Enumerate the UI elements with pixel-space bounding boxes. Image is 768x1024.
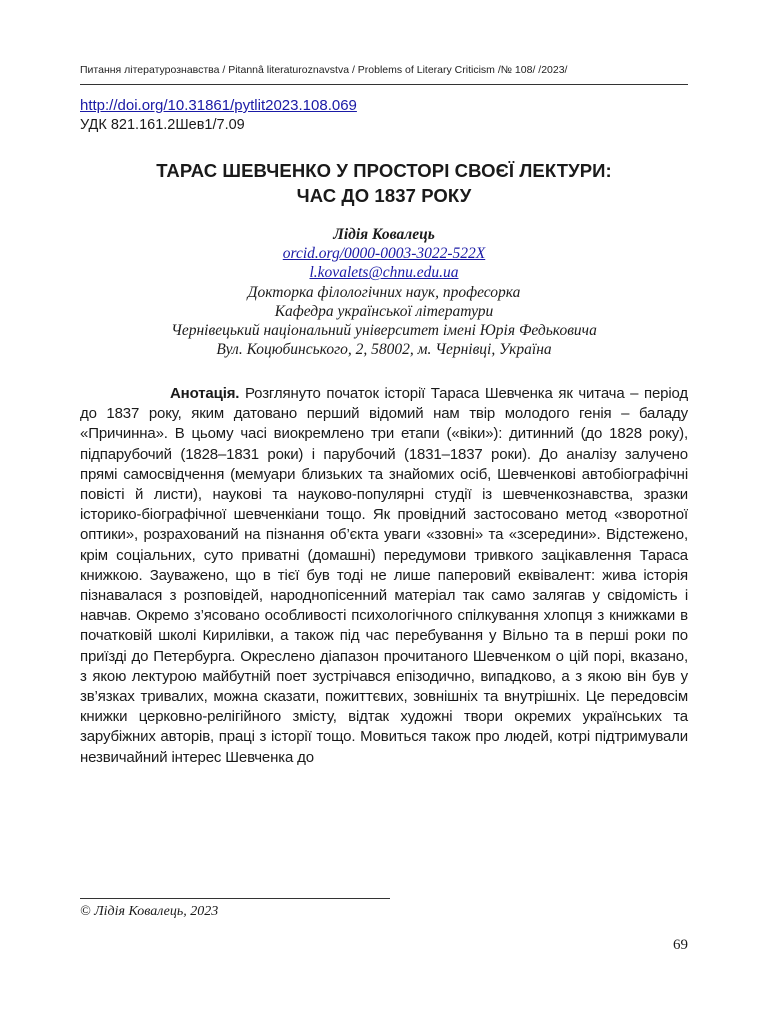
- title-line-1: ТАРАС ШЕВЧЕНКО У ПРОСТОРІ СВОЄЇ ЛЕКТУРИ:: [156, 160, 612, 181]
- abstract-label: Анотація.: [170, 385, 240, 402]
- udc-code: УДК 821.161.2Шев1/7.09: [80, 117, 245, 133]
- page-number: 69: [673, 937, 688, 953]
- copyright-note: © Лідія Ковалець, 2023: [80, 904, 219, 919]
- orcid-link[interactable]: orcid.org/0000-0003-3022-522X: [282, 245, 486, 263]
- email-link[interactable]: l.kovalets@chnu.edu.ua: [309, 264, 459, 282]
- article-title: [80, 158, 688, 208]
- footnote-divider: [80, 898, 390, 899]
- header-divider: [80, 84, 688, 85]
- author-address: Вул. Коцюбинського, 2, 58002, м. Чернівці, Україна: [216, 341, 552, 359]
- doi-link[interactable]: http://doi.org/10.31861/pytlit2023.108.069: [80, 97, 357, 114]
- author-department: Кафедра української літератури: [274, 302, 494, 320]
- title-line-2: ЧАС ДО 1837 РОКУ: [296, 185, 472, 206]
- author-degree: Докторка філологічних наук, професорка: [247, 283, 521, 301]
- running-head: Питання літературознавства / Pitannâ literaturoznavstva / Problems of Literary Criticism /№ 108/ /2023/: [80, 64, 568, 76]
- author-name: Лідія Ковалець: [333, 226, 435, 243]
- author-block: [80, 225, 688, 359]
- abstract-text: Розглянуто початок історії Тараса Шевченка як читача – період до 1837 року, яким датовано перший відомий нам твір молодого генія – баладу «Причинна». В цьому часі виокремлено три етапи («віки»): дитинний (до 1828 року), підпарубочий (1828–1831 роки) і парубочий (1831–1837 роки). До аналізу залучено прямі самосвідчення (мемуари близьких та знайомих осіб, Шевченкові автобіографічні повісті й листи), наукові та науково-популярні студії із шевченкознавства, зразки історико-біографічної шевченкіани тощо. Як провідний застосовано метод «зворотної оптики», розрахований на пізнання об’єкта уваги «ззовні» та «зсередини». Відстежено, крім соціальних, суто приватні (домашні) передумови тривкого зацікавлення Тараса книжкою. Зауважено, що в тієї був тоді не лише паперовий еквівалент: жива історія пізнавалася з розповідей, народнопісенний матеріал так само залягав у свідомість і навчав. Окремо з’ясовано особливості психологічного спілкування хлопця з книжками в початковій школі Кирилівки, а також під час перебування у Вільно та в перші роки по приїзді до Петербурга. Окреслено діапазон прочитаного Шевченком о цій порі, вказано, з якою лектурою майбутній поет зустрічався епізодично, випадково, а з якою він був у зв’язках тривалих, можна сказати, пожиттєвих, зовнішніх та внутрішніх. Це передовсім книжки церковно-релігійного змісту, відтак художні твори окремих українських та зарубіжних авторів, праці з історії тощо. Мовиться також про людей, котрі підтримували незвичайний інтерес Шевченка до: [80, 385, 688, 766]
- author-university: Чернівецький національний університет імені Юрія Федьковича: [171, 322, 597, 340]
- abstract: [80, 384, 688, 768]
